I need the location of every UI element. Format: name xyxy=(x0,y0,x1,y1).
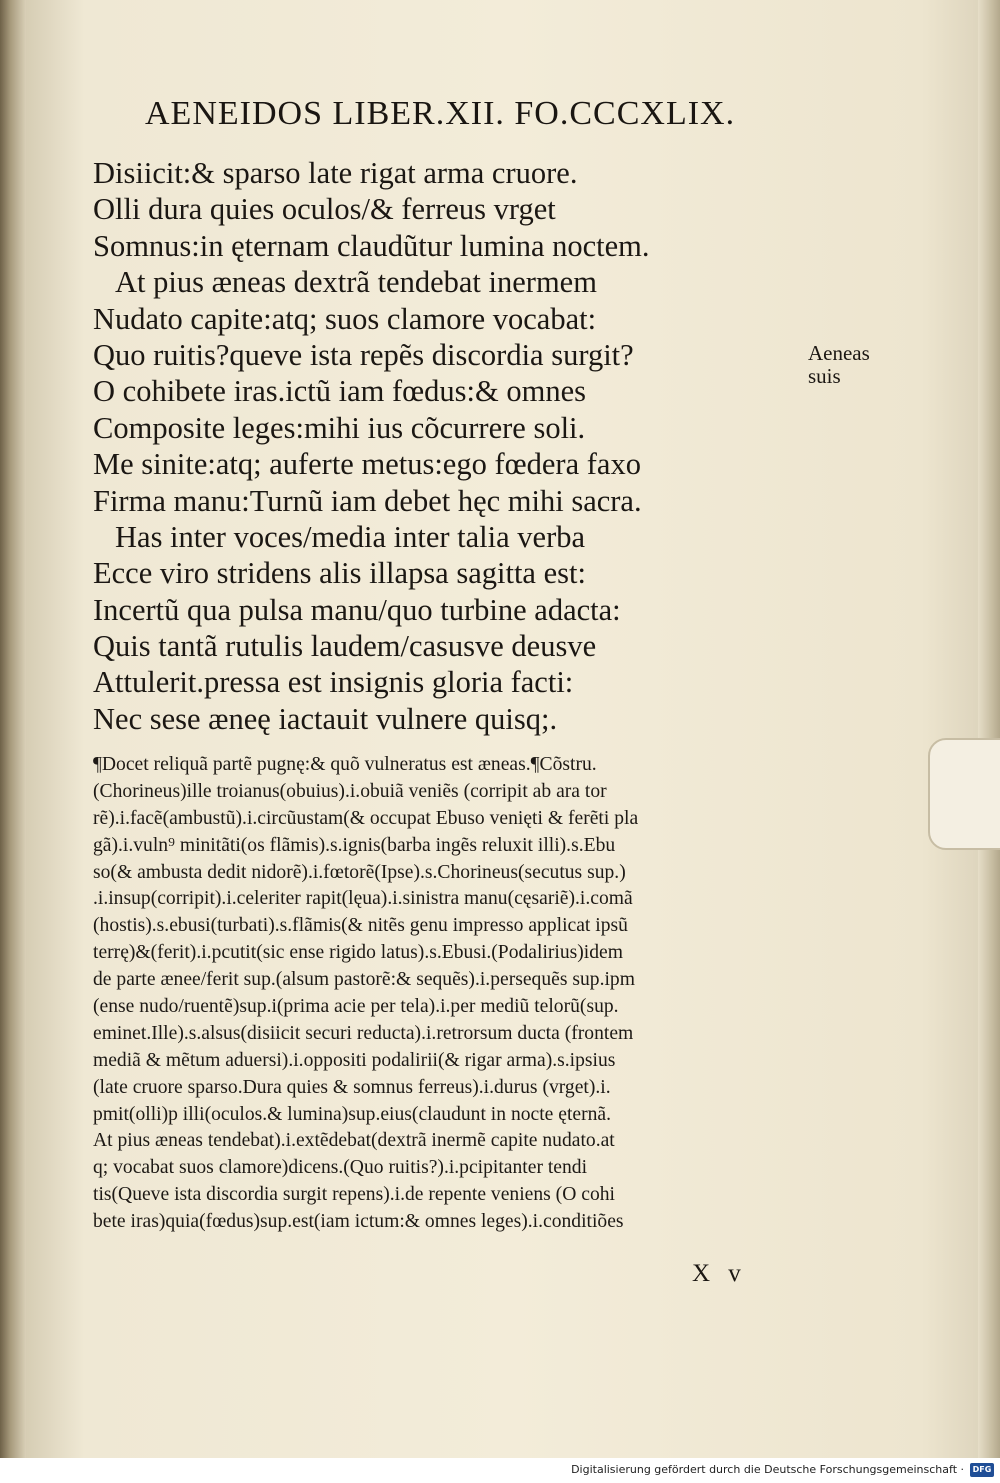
commentary-line: (hostis).s.ebusi(turbati).s.flãmis(& nitẽs genu impresso applicat ipsũ xyxy=(93,915,628,937)
page-clip-tab xyxy=(928,738,1000,850)
commentary-line: .i.insup(corripit).i.celeriter rapit(lęua).i.sinistra manu(cęsariẽ).i.comã xyxy=(93,888,633,910)
verse-line: Quis tantã rutulis laudem/casusve deusve xyxy=(93,629,597,664)
commentary-line: ¶Docet reliquã partẽ pugnę:& quõ vulneratus est æneas.¶Cõstru. xyxy=(93,754,597,775)
verse-line: Attulerit.pressa est insignis gloria facti: xyxy=(93,665,574,700)
marginal-note-line: Aeneas xyxy=(808,341,870,365)
book-gutter xyxy=(0,0,26,1458)
commentary-line: eminet.Ille).s.alsus(disiicit securi reducta).i.retrorsum ducta (frontem xyxy=(93,1022,634,1044)
signature-mark: X v xyxy=(692,1260,747,1287)
commentary-line: tis(Queve ista discordia surgit repens).i.de repente veniens (O cohi xyxy=(93,1184,615,1206)
footer-bar xyxy=(0,1458,1000,1483)
verse-line: Olli dura quies oculos/& ferreus vrget xyxy=(93,192,556,227)
verse-line: Incertũ qua pulsa manu/quo turbine adacta: xyxy=(93,592,621,627)
verse-line: Firma manu:Turnũ iam debet hęc mihi sacra. xyxy=(93,483,642,518)
commentary-line: pmit(olli)p illi(oculos.& lumina)sup.eius(claudunt in nocte ęternã. xyxy=(93,1103,612,1125)
verse-line: Disiicit:& sparso late rigat arma cruore. xyxy=(93,156,578,190)
running-head: AENEIDOS LIBER.XII. FO.CCCXLIX. xyxy=(145,95,736,132)
verse-block xyxy=(93,155,813,737)
marginal-note xyxy=(808,342,898,388)
dfg-logo-icon: DFG xyxy=(970,1463,994,1477)
verse-line: Has inter voces/media inter talia verba xyxy=(115,519,586,554)
verse-line: Me sinite:atq; auferte metus:ego fœdera faxo xyxy=(93,447,641,482)
marginal-note-line: suis xyxy=(808,364,841,388)
commentary-line: so(& ambusta dedit nidorẽ).i.fœtorẽ(Ipse).s.Chorineus(secutus sup.) xyxy=(93,861,626,883)
verse-line: Nec sese æneę iactauit vulnere quisq;. xyxy=(93,701,558,736)
verse-line: Nudato capite:atq; suos clamore vocabat: xyxy=(93,301,597,336)
commentary-line: (late cruore sparso.Dura quies & somnus ferreus).i.durus (vrget).i. xyxy=(93,1076,611,1098)
verse-line: Quo ruitis?queve ista repẽs discordia surgit? xyxy=(93,337,634,372)
commentary-line: At pius æneas tendebat).i.extẽdebat(dextrã inermẽ capite nudato.at xyxy=(93,1130,615,1152)
commentary-line: bete iras)quia(fœdus)sup.est(iam ictum:& omnes leges).i.conditiões xyxy=(93,1211,624,1233)
commentary-block xyxy=(93,752,805,1236)
page-edge xyxy=(978,0,1000,1458)
verse-line: Composite leges:mihi ius cõcurrere soli. xyxy=(93,410,586,445)
commentary-line: de parte ænee/ferit sup.(alsum pastorẽ:& sequẽs).i.persequẽs sup.ipm xyxy=(93,969,635,991)
verse-line: O cohibete iras.ictũ iam fœdus:& omnes xyxy=(93,374,586,409)
footer-credit: Digitalisierung gefördert durch die Deutsche Forschungsgemeinschaft · xyxy=(571,1463,964,1476)
verse-line: Ecce viro stridens alis illapsa sagitta est: xyxy=(93,556,586,591)
commentary-line: terrę)&(ferit).i.pcutit(sic ense rigido latus).s.Ebusi.(Podalirius)idem xyxy=(93,942,623,964)
commentary-line: (ense nudo/ruentẽ)sup.i(prima acie per tela).i.per mediũ telorũ(sup. xyxy=(93,996,619,1018)
verse-line: At pius æneas dextrã tendebat inermem xyxy=(115,265,597,300)
commentary-line: (Chorineus)ille troianus(obuius).i.obuiã veniẽs (corripit ab ara tor xyxy=(93,780,607,802)
commentary-line: gã).i.vuln⁹ minitãti(os flãmis).s.ignis(barba ingẽs reluxit illi).s.Ebu xyxy=(93,834,616,856)
commentary-line: mediã & mẽtum aduersi).i.oppositi podalirii(& rigar arma).s.ipsius xyxy=(93,1049,616,1071)
commentary-line: rẽ).i.facẽ(ambustũ).i.circũustam(& occupat Ebuso venięti & ferẽti pla xyxy=(93,807,639,829)
verse-line: Somnus:in ęternam claudũtur lumina noctem. xyxy=(93,228,650,263)
commentary-line: q; vocabat suos clamore)dicens.(Quo ruitis?).i.pcipitanter tendi xyxy=(93,1157,588,1179)
